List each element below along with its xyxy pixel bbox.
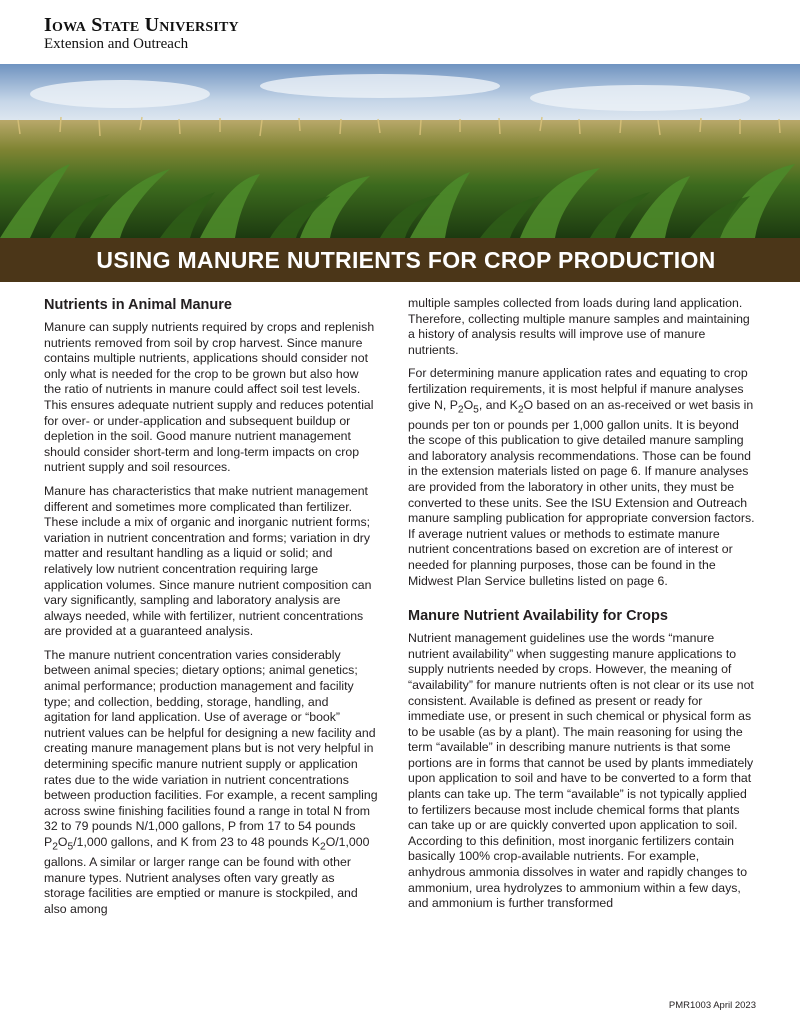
- publication-code: PMR1003 April 2023: [668, 1000, 756, 1011]
- paragraph: For determining manure application rates and equating to crop fertilization requirements, it is most helpful if manure analyses give N, $P_2O_5$, and $K_2O$ based on an as-received or wet basis in pounds per ton or pounds per 1,000 gallon units. It is beyond the scope of this publication to give detailed manure sampling and laboratory analysis recommendations. Those can be found in the extension materials listed on page 6. If manure analyses are provided from the laboratory in other units, they must be converted to these units. See the ISU Extension and Outreach manure sampling publication for appropriate conversion factors. If average nutrient values or methods to estimate manure nutrient concentrations based on excretion are of interest or needed for planning purposes, those can be found in the Midwest Plan Service bulletins listed on page 6.: [408, 366, 755, 588]
- unit-name: Extension and Outreach: [44, 36, 189, 52]
- left-column: [44, 296, 378, 925]
- cornfield-photo: [0, 64, 800, 238]
- header: [44, 14, 239, 53]
- university-name: Iowa State University: [44, 14, 239, 36]
- paragraph: Nutrient management guidelines use the words “manure nutrient availability” when suggesting manure applications to supply nutrients needed by crops. However, the meaning of “availability” for manure nutrients often is not clear or its use not consistent. Available is defined as present or ready for immediate use, or present in such chemical or physical form as to be usable (as by a plant). The main reasoning for using the term “available” in describing manure nutrients is that some portions are in forms that cannot be used by plants immediately upon application to soil and have to be converted to a form that plants can take up. The term “available” is not typically applied to fertilizers because most include chemical forms that plants can take up or are quickly converted upon application to soil. According to this definition, most inorganic fertilizers contain basically 100% crop-available nutrients. For example, anhydrous ammonia dissolves in water and rapidly changes to ammonium, urea hydrolyzes to ammonium within a few days, and ammonium is further transformed: [408, 631, 754, 911]
- title-banner: [0, 238, 800, 282]
- section-heading-nutrients: Nutrients in Animal Manure: [44, 297, 232, 313]
- paragraph: The manure nutrient concentration varies considerably between animal species; dietary options; animal genetics; animal performance; production management and facility type; and collection, bedding, storage, handling, and agitation for land application. Use of average or “book” nutrient values can be helpful for designing a new facility and creating manure management plans but is not very helpful in determining specific manure nutrient supply or application rates due to the wide variation in nutrient concentrations between production facilities. For example, a recent sampling across swine finishing facilities found a range in total N from 32 to 79 pounds N/1,000 gallons, P from 17 to 54 pounds $P_2O_5/1,000$ gallons, and K from 23 to 48 pounds $K_2O/1,000$ gallons. A similar or larger range can be found with other manure types. Nutrient analyses often vary greatly as storage facilities are emptied or manure is stockpiled, and also among: [44, 647, 378, 916]
- section-heading-availability: Manure Nutrient Availability for Crops: [408, 608, 668, 625]
- paragraph: Manure can supply nutrients required by crops and replenish nutrients removed from soil by crop harvest. Since manure contains multiple nutrients, applications should consider not only what is needed for the crop to be grown but also how the ratio of nutrients in manure could affect soil test levels. This ensures adequate nutrient supply and reduces potential for over- or under-application and subsequent buildup or depletion in the soil. Good manure nutrient management should consider short-term and long-term impacts on crop nutrient supply and soil resources.: [44, 320, 375, 475]
- paragraph: multiple samples collected from loads during land application. Therefore, collecting multiple manure samples and maintaining a history of analysis results will improve use of manure nutrients.: [408, 296, 750, 357]
- right-column: [408, 296, 758, 920]
- paragraph: Manure has characteristics that make nutrient management different and sometimes more complicated than fertilizer. These include a mix of organic and inorganic nutrient forms; variation in nutrient concentration and forms; variation in dry matter and resultant handling as a liquid or solid; and relatively low nutrient concentration requiring large application volumes. Since manure nutrient composition can vary significantly, sampling and laboratory analysis are always needed, while with fertilizer, nutrient concentrations are provided at a guaranteed analysis.: [44, 483, 372, 639]
- page-title: USING MANURE NUTRIENTS FOR CROP PRODUCTION: [96, 246, 716, 273]
